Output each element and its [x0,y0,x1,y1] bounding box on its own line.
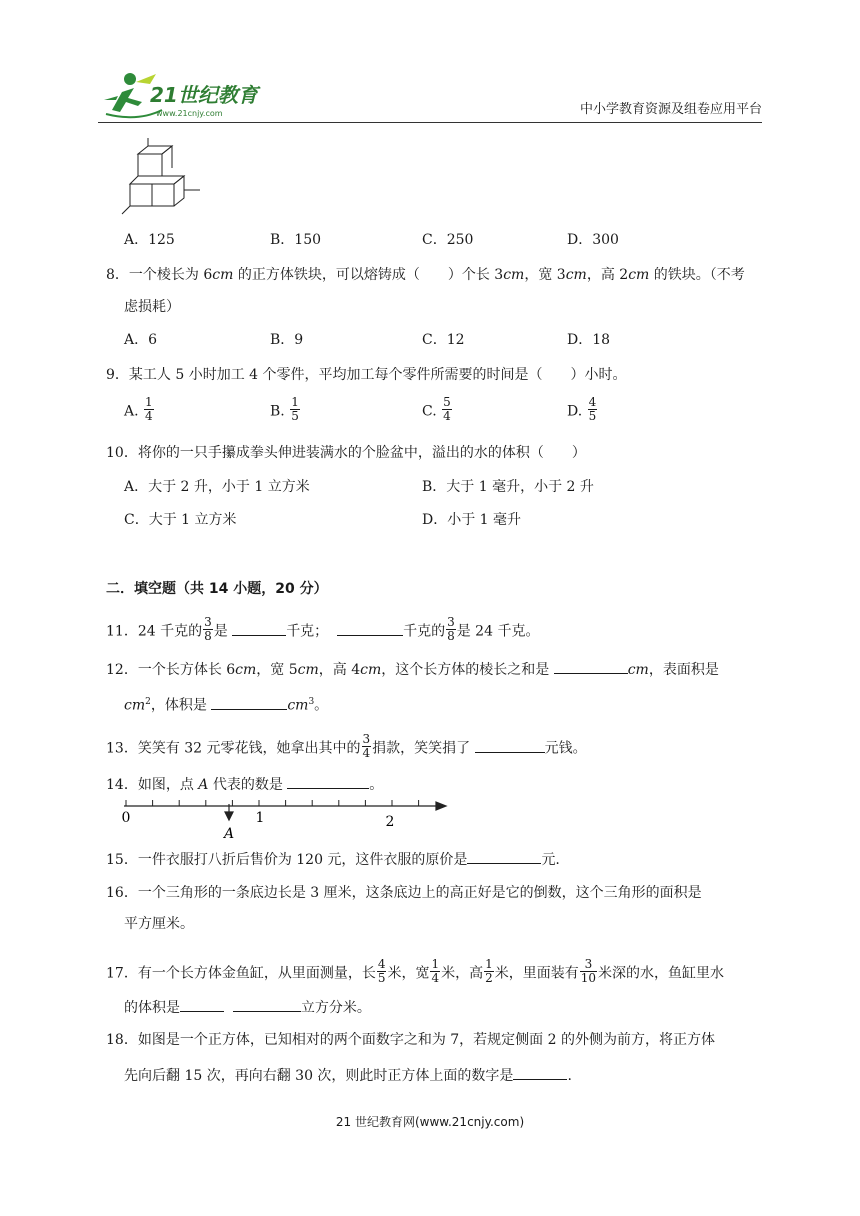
q8-option-c: C．12 [422,332,465,348]
number-line-label-1: 1 [255,810,265,826]
answer-blank[interactable] [554,658,628,674]
q8-option-a: A．6 [124,332,158,348]
q9-option-c: C. $\frac{5}{4}$ [422,395,451,423]
site-logo [98,70,268,122]
q10-option-a: A．大于 2 升，小于 1 立方米 [124,479,310,495]
answer-blank[interactable] [337,620,403,636]
answer-blank[interactable] [287,773,369,789]
q7-option-d: D．300 [567,232,619,248]
question-14: 14．如图，点 A 代表的数是 。 [106,773,383,795]
number-line-label-0: 0 [121,810,131,826]
q10-option-c: C．大于 1 立方米 [124,512,237,528]
question-15: 15．一件衣服打八折后售价为 120 元，这件衣服的原价是 元. [106,848,560,870]
question-8-line2: 虑损耗） [124,299,180,315]
question-11: 11．24 千克的 $\frac{3}{8}$ 是 千克； 千克的 $\frac{3}{8}$ 是 24 千克。 [106,615,540,643]
q9-option-a: A. $\frac{1}{4}$ [124,395,153,423]
q9-option-d: D. $\frac{4}{5}$ [567,395,597,423]
q7-option-b: B．150 [270,232,322,248]
question-10: 10．将你的一只手攥成拳头伸进装满水的个脸盆中，溢出的水的体积（ ） [106,445,586,461]
question-16: 16．一个三角形的一条底边长是 3 厘米，这条底边上的高正好是它的倒数，这个三角形的面积是 [106,885,702,901]
logo-text: 21世纪教育 [150,83,258,107]
q10-option-d: D．小于 1 毫升 [422,512,522,528]
question-17: 17．有一个长方体金鱼缸，从里面测量，长 $\frac{4}{5}$ 米，宽 $\frac{1}{4}$ 米，高 $\frac{1}{2}$ 米，里面装有 $\frac{3}{10}$ 米深的水，鱼缸里水 [106,957,725,985]
logo-url: www.21cnjy.com [156,109,223,118]
number-line-figure [118,796,454,840]
section-heading: 二．填空题（共 14 小题，20 分） [106,581,328,597]
q7-option-a: A．125 [124,232,175,248]
answer-blank[interactable] [233,996,301,1012]
answer-blank[interactable] [513,1064,567,1080]
q8-option-d: D．18 [567,332,611,348]
answer-blank[interactable] [211,694,287,710]
q7-option-c: C．250 [422,232,474,248]
question-12-line2: $cm^2$，体积是 $cm^3$。 [124,692,328,716]
q9-option-b: B. $\frac{1}{5}$ [270,395,299,423]
question-8: 8．一个棱长为 6cm 的正方体铁块，可以熔铸成（ ）个长 3cm，宽 3cm，高 2cm 的铁块。（不考 [106,267,745,283]
question-9: 9．某工人 5 小时加工 4 个零件，平均加工每个零件所需要的时间是（ ）小时。 [106,367,627,383]
answer-blank[interactable] [475,737,545,753]
platform-name: 中小学教育资源及组卷应用平台 [580,102,763,117]
answer-blank[interactable] [180,996,224,1012]
number-line-label-2: 2 [385,814,395,830]
answer-blank[interactable] [232,620,286,636]
question-18: 18．如图是一个正方体，已知相对的两个面数字之和为 7，若规定侧面 2 的外侧为前方，将正方体 [106,1032,715,1048]
number-line-point-a: A [223,826,235,840]
question-18-line2: 先向后翻 15 次，再向右翻 30 次，则此时正方体上面的数字是 . [124,1064,572,1086]
question-16-line2: 平方厘米。 [124,916,194,932]
question-13: 13．笑笑有 32 元零花钱，她拿出其中的 $\frac{3}{4}$ 捐款，笑笑捐了 元钱。 [106,732,587,760]
footer: 21 世纪教育网(www.21cnjy.com) [335,1115,525,1129]
stacked-cubes-figure [118,136,208,216]
answer-blank[interactable] [467,848,541,864]
q10-option-b: B．大于 1 毫升，小于 2 升 [422,479,594,495]
header-rule [98,122,762,123]
question-12: 12．一个长方体长 6cm，宽 5cm，高 4cm，这个长方体的棱长之和是 cm，表面积是 [106,658,719,680]
q8-option-b: B．9 [270,332,304,348]
question-17-line2: 的体积是 立方分米。 [124,996,371,1018]
